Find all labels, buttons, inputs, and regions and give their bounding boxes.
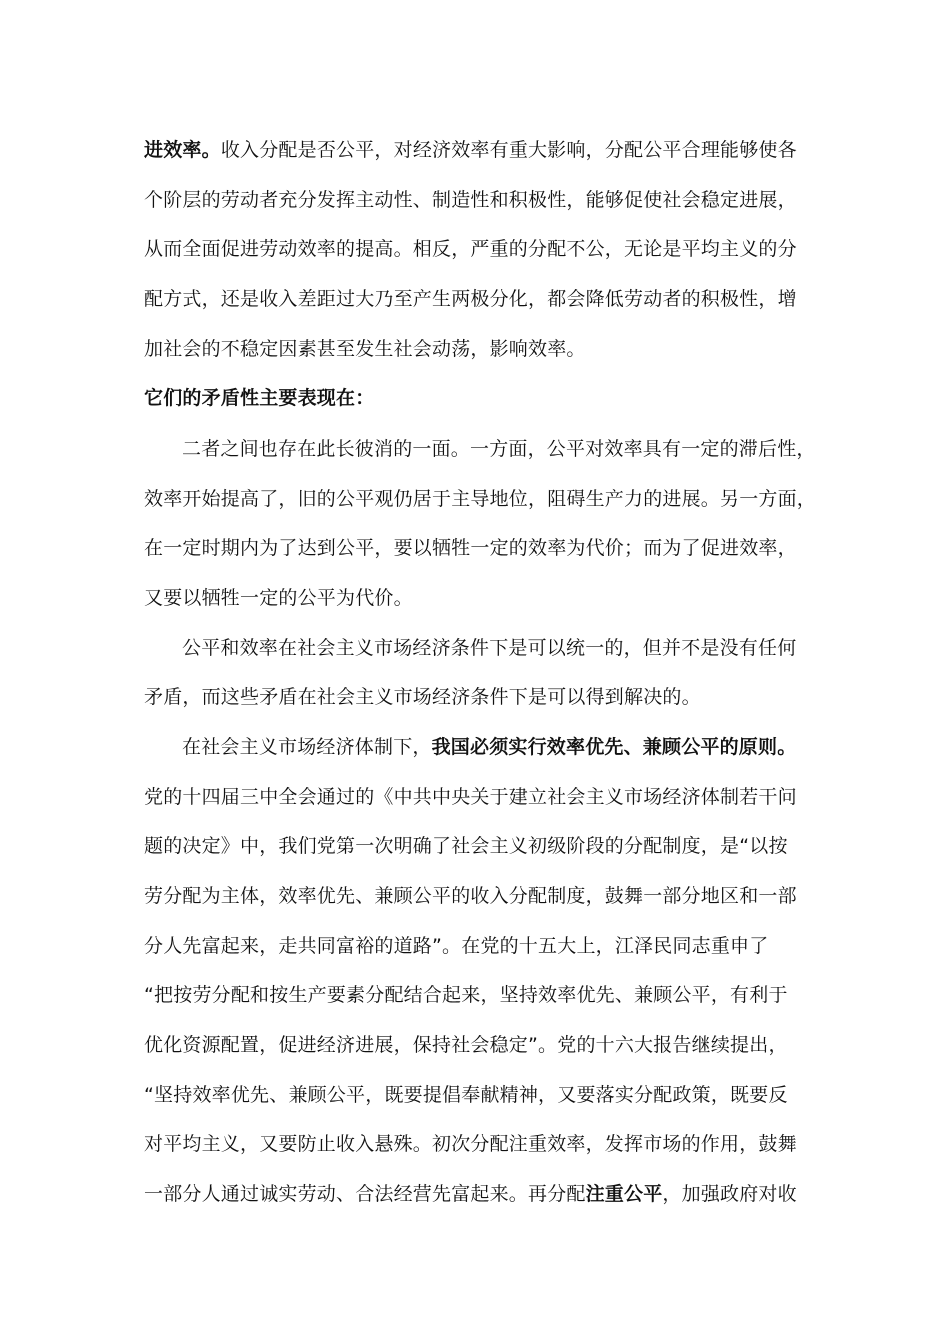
paragraph-line-3 [144,237,804,261]
paragraph-line-11 [182,636,804,660]
line-text: 又要以牺牲一定的公平为代价。 [144,587,413,609]
line-text: 一部分人通过诚实劳动、合法经营先富起来。再分配 [144,1183,586,1205]
paragraph-line-17 [144,934,804,958]
paragraph-line-9 [144,536,804,560]
paragraph-line-22 [144,1182,804,1206]
section-heading [144,386,804,410]
bold-text: 进效率。 [144,139,221,161]
bold-text: 注重公平 [585,1183,663,1205]
line-text: 党的十四届三中全会通过的《中共中央关于建立社会主义市场经济体制若干问 [144,786,797,808]
line-text: 配方式，还是收入差距过大乃至产生两极分化，都会降低劳动者的积极性，增 [144,288,797,310]
line-text: 在社会主义市场经济体制下， [182,736,432,758]
line-text: “坚持效率优先、兼顾公平，既要提倡奉献精神，又要落实分配政策，既要反 [144,1084,788,1106]
paragraph-line-1 [144,138,804,162]
line-text: “把按劳分配和按生产要素分配结合起来，坚持效率优先、兼顾公平，有利于 [144,984,788,1006]
paragraph-line-18 [144,983,804,1007]
paragraph-line-12 [144,685,804,709]
line-text: 在一定时期内为了达到公平，要以牺牲一定的效率为代价；而为了促进效率， [144,537,797,559]
paragraph-line-5 [144,337,804,361]
paragraph-line-21 [144,1132,804,1156]
line-text: 劳分配为主体，效率优先、兼顾公平的收入分配制度，鼓舞一部分地区和一部 [144,885,797,907]
paragraph-line-2 [144,188,804,212]
line-text: 矛盾，而这些矛盾在社会主义市场经济条件下是可以得到解决的。 [144,686,701,708]
paragraph-line-20 [144,1083,804,1107]
line-text: 题的决定》中，我们党第一次明确了社会主义初级阶段的分配制度，是“以按 [144,835,788,857]
line-text: 公平和效率在社会主义市场经济条件下是可以统一的，但并不是没有任何 [182,637,797,659]
heading-text: 它们的矛盾性主要表现在： [144,387,375,409]
line-text: 优化资源配置，促进经济进展，保持社会稳定”。党的十六大报告继续提出， [144,1034,788,1056]
line-text: 对平均主义，又要防止收入悬殊。初次分配注重效率，发挥市场的作用，鼓舞 [144,1133,797,1155]
line-text: 分人先富起来，走共同富裕的道路”。在党的十五大上，江泽民同志重申了 [144,935,769,957]
line-text-tail: ，加强政府对收 [662,1183,797,1205]
bold-text: 我国必须实行效率优先、兼顾公平的原则。 [431,736,797,758]
line-text: 效率开始提高了，旧的公平观仍居于主导地位，阻碍生产力的进展。另一方面， [144,488,817,510]
paragraph-line-8 [144,487,817,511]
paragraph-line-19 [144,1033,804,1057]
line-text: 收入分配是否公平，对经济效率有重大影响，分配公平合理能够使各 [220,139,797,161]
paragraph-line-16 [144,884,804,908]
paragraph-line-15 [144,834,804,858]
paragraph-line-14 [144,785,804,809]
paragraph-line-13 [182,735,804,759]
paragraph-line-10 [144,586,804,610]
line-text: 二者之间也存在此长彼消的一面。一方面，公平对效率具有一定的滞后性， [182,438,816,460]
line-text: 个阶层的劳动者充分发挥主动性、制造性和积极性，能够促使社会稳定进展， [144,189,797,211]
paragraph-line-4 [144,287,804,311]
line-text: 从而全面促进劳动效率的提高。相反，严重的分配不公，无论是平均主义的分 [144,238,797,260]
line-text: 加社会的不稳定因素甚至发生社会动荡，影响效率。 [144,338,586,360]
paragraph-line-7 [182,437,816,461]
